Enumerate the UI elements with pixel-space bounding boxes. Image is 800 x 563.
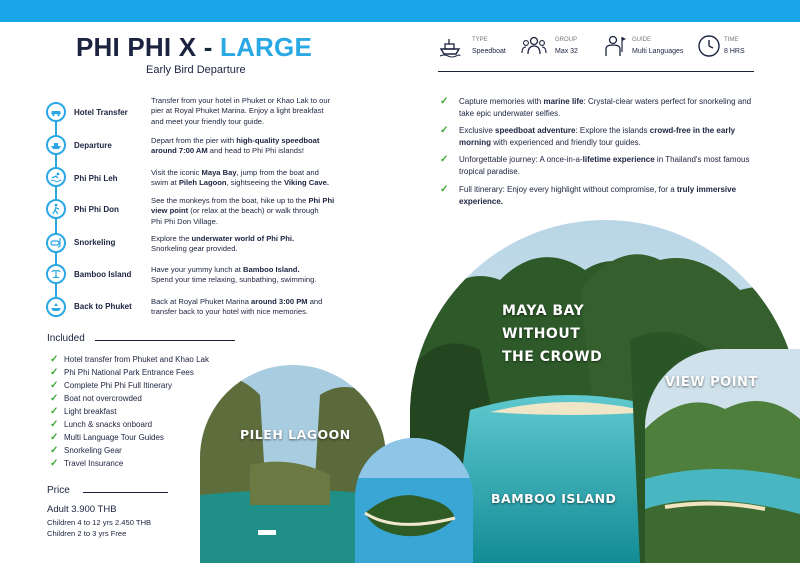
- highlight-item: ✓ Capture memories with marine life: Crystal-clear waters perfect for snorkeling and take epic underwater selfies.: [440, 96, 752, 118]
- info-guide-value: Multi Languages: [632, 48, 684, 55]
- included-item: ✓ Complete Phi Phi Full Itinerary: [50, 380, 173, 391]
- info-divider: [438, 71, 754, 72]
- check-icon: ✓: [50, 432, 59, 443]
- info-time-value: 8 HRS: [724, 48, 745, 55]
- step-desc-departure: Depart from the pier with high-quality speedboat around 7:00 AM and head to Phi Phi islands!: [151, 136, 320, 156]
- price-children-2: Children 2 to 3 yrs Free: [47, 529, 127, 538]
- speedboat-icon: [438, 34, 462, 58]
- check-icon: ✓: [50, 419, 59, 430]
- step-name-hotel-transfer: Hotel Transfer: [74, 108, 128, 117]
- step-desc-phi-phi-leh: Visit the iconic Maya Bay, jump from the boat and swim at Pileh Lagoon, sightseeing the Viking Cave.: [151, 168, 329, 188]
- step-name-phi-phi-leh: Phi Phi Leh: [74, 174, 118, 183]
- info-group-label: GROUP: [555, 37, 578, 43]
- hiker-icon: [46, 199, 66, 219]
- check-icon: ✓: [50, 406, 59, 417]
- info-type-label: TYPE: [472, 37, 488, 43]
- page-subtitle: Early Bird Departure: [146, 64, 246, 76]
- check-icon: ✓: [50, 445, 59, 456]
- page-title: PHI PHI X - LARGE: [76, 32, 312, 62]
- step-name-back-to-phuket: Back to Phuket: [74, 302, 132, 311]
- snorkel-icon: [46, 233, 66, 253]
- check-icon: ✓: [440, 125, 449, 136]
- pileh-lagoon-label: PILEH LAGOON: [240, 427, 351, 442]
- highlight-item: ✓ Exclusive speedboat adventure: Explore the islands crowd-free in the early morning with experienced and friendly tour guides.: [440, 125, 736, 147]
- included-item: ✓ Phi Phi National Park Entrance Fees: [50, 367, 194, 378]
- bamboo-island-photo: [355, 438, 473, 563]
- included-title: Included: [47, 333, 85, 344]
- included-item: ✓ Multi Language Tour Guides: [50, 432, 164, 443]
- check-icon: ✓: [50, 367, 59, 378]
- guide-icon: [603, 34, 627, 58]
- bamboo-island-label: BAMBOO ISLAND: [491, 491, 617, 506]
- included-item: ✓ Travel Insurance: [50, 458, 124, 469]
- included-item: ✓ Hotel transfer from Phuket and Khao Lak: [50, 354, 209, 365]
- price-adult: Adult 3.900 THB: [47, 504, 117, 515]
- price-divider: [83, 492, 168, 493]
- step-desc-bamboo-island: Have your yummy lunch at Bamboo Island. Spend your time relaxing, sunbathing, swimming.: [151, 265, 317, 285]
- info-group-value: Max 32: [555, 48, 578, 55]
- highlight-item: ✓ Full itinerary: Enjoy every highlight without compromise, for a truly immersive experience.: [440, 184, 737, 206]
- step-name-phi-phi-don: Phi Phi Don: [74, 205, 119, 214]
- price-children-1: Children 4 to 12 yrs 2.450 THB: [47, 518, 152, 527]
- view-point-photo: [645, 349, 800, 563]
- check-icon: ✓: [50, 393, 59, 404]
- check-icon: ✓: [440, 154, 449, 165]
- maya-bay-label: MAYA BAY WITHOUT THE CROWD: [502, 303, 603, 365]
- included-item: ✓ Light breakfast: [50, 406, 117, 417]
- group-icon: [521, 34, 547, 58]
- price-title: Price: [47, 485, 70, 496]
- info-guide-label: GUIDE: [632, 37, 652, 43]
- info-time-label: TIME: [724, 37, 739, 43]
- car-icon: [46, 102, 66, 122]
- clock-icon: [697, 34, 721, 58]
- step-name-bamboo-island: Bamboo Island: [74, 270, 132, 279]
- included-divider: [95, 340, 235, 341]
- step-name-departure: Departure: [74, 141, 112, 150]
- included-item: ✓ Snorkeling Gear: [50, 445, 122, 456]
- top-bar: [0, 0, 800, 22]
- included-item: ✓ Boat not overcrowded: [50, 393, 142, 404]
- step-desc-phi-phi-don: See the monkeys from the boat, hike up to the Phi Phi view point (or relax at the beach) or walk through Phi Phi Don Village.: [151, 196, 335, 226]
- step-desc-hotel-transfer: Transfer from your hotel in Phuket or Khao Lak to our pier at Royal Phuket Marina. Enjoy a light breakfast and meet your friendly tour guide.: [151, 96, 331, 126]
- check-icon: ✓: [50, 380, 59, 391]
- check-icon: ✓: [50, 458, 59, 469]
- island-icon: [46, 264, 66, 284]
- included-item: ✓ Lunch & snacks onboard: [50, 419, 153, 430]
- check-icon: ✓: [50, 354, 59, 365]
- step-name-snorkeling: Snorkeling: [74, 238, 116, 247]
- check-icon: ✓: [440, 96, 449, 107]
- boat-return-icon: [46, 297, 66, 317]
- info-type-value: Speedboat: [472, 48, 506, 55]
- step-desc-snorkeling: Explore the underwater world of Phi Phi. Snorkeling gear provided.: [151, 234, 295, 254]
- highlight-item: ✓ Unforgettable journey: A once-in-a-lifetime experience in Thailand's most famous tropical paradise.: [440, 154, 750, 176]
- step-desc-back-to-phuket: Back at Royal Phuket Marina around 3:00 PM and transfer back to your hotel with nice memories.: [151, 297, 323, 317]
- swimmer-icon: [46, 167, 66, 187]
- view-point-label: VIEW POINT: [665, 375, 758, 390]
- boat-icon: [46, 135, 66, 155]
- check-icon: ✓: [440, 184, 449, 195]
